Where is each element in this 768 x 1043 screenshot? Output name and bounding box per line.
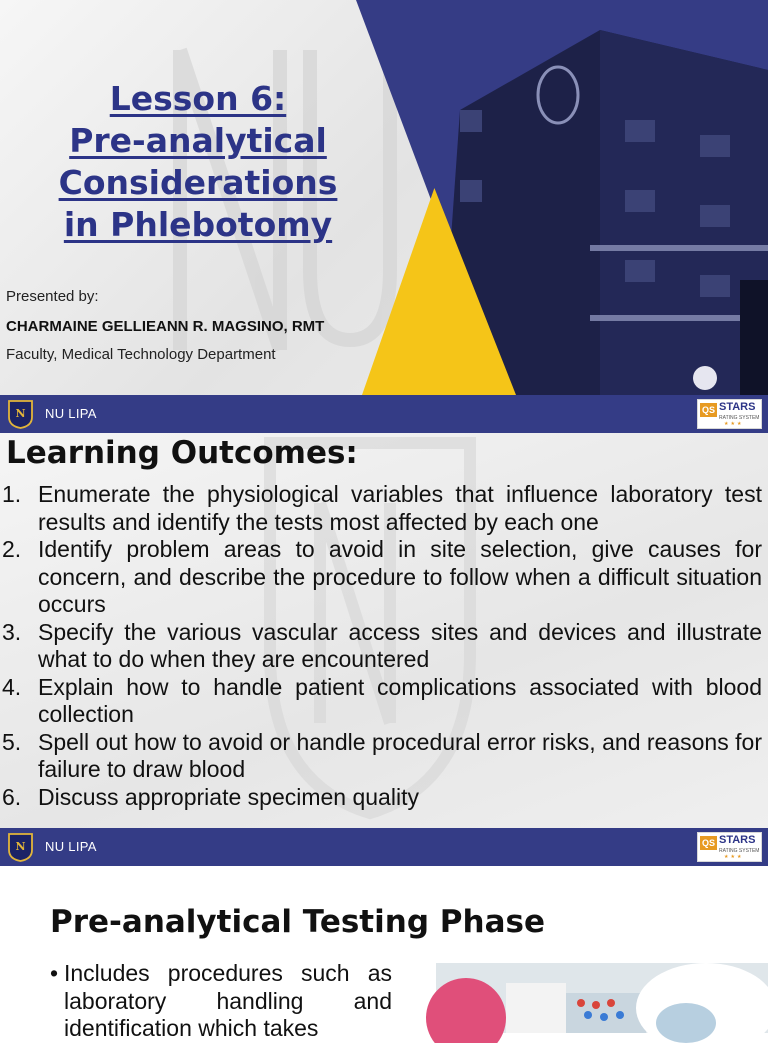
title-line: Lesson 6:	[109, 79, 287, 118]
list-item: 1. Enumerate the physiological variables that influence laboratory test results and identify the tests most affected by each one	[2, 481, 762, 535]
list-item: 5. Spell out how to avoid or handle procedural error risks, and reasons for failure to draw blood	[2, 728, 762, 782]
outcomes-list	[0, 481, 762, 811]
list-item: 6. Discuss appropriate specimen quality	[2, 783, 419, 810]
list-item: 4. Explain how to handle patient complications associated with blood collection	[2, 673, 762, 727]
presented-by-label: Presented by:	[6, 288, 99, 305]
presenter-department: Faculty, Medical Technology Department	[6, 346, 276, 363]
pre-analytical-slide	[0, 866, 768, 1041]
lab-photo	[436, 963, 768, 1033]
learning-outcomes-slide	[0, 433, 768, 828]
nu-seal-icon	[7, 832, 34, 862]
footer-label: NU LIPA	[45, 406, 97, 421]
list-item: 2. Identify problem areas to avoid in site selection, give causes for concern, and describe the procedure to follow when a difficult situation occurs	[2, 536, 762, 617]
title-line: in Phlebotomy	[63, 205, 333, 244]
bullet-dot: •	[50, 960, 59, 986]
svg-text:N: N	[15, 840, 26, 853]
list-item: 3. Specify the various vascular access sites and devices and illustrate what to do when they are encountered	[2, 618, 762, 672]
slide-heading: Pre-analytical Testing Phase	[50, 904, 545, 940]
nu-seal-icon	[7, 399, 34, 429]
svg-text:N: N	[15, 407, 26, 420]
title-slide	[0, 0, 768, 395]
lesson-title	[30, 78, 366, 246]
qs-stars-badge-icon: QS STARS RATING SYSTEM ★★★	[697, 399, 762, 429]
qs-stars-badge-icon: QS STARS RATING SYSTEM ★★★	[697, 832, 762, 862]
slide-heading: Learning Outcomes:	[6, 435, 358, 471]
footer-label: NU LIPA	[45, 839, 97, 854]
presenter-name: CHARMAINE GELLIEANN R. MAGSINO, RMT	[6, 318, 325, 335]
title-line: Considerations	[58, 163, 338, 202]
title-line: Pre-analytical	[69, 121, 327, 160]
slide-footer	[0, 828, 768, 866]
bullet-item: • Includes procedures such as laboratory handling and identification which takes	[50, 960, 392, 1041]
